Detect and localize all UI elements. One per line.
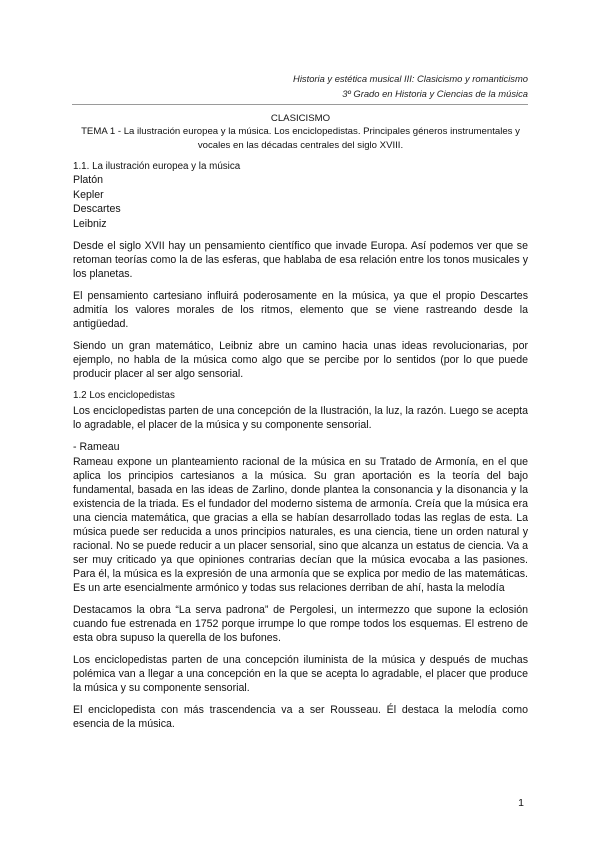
section-heading: 1.1. La ilustración europea y la música	[73, 161, 241, 172]
page-header	[293, 71, 528, 101]
header-divider	[72, 104, 528, 105]
list-item: Descartes	[73, 203, 121, 215]
list-item: Leibniz	[73, 217, 107, 230]
list-item: Platón	[73, 174, 104, 186]
paragraph: Desde el siglo XVII hay un pensamiento científico que invade Europa. Así podemos ver que se retoman teorías como la de las esferas, que hablaba de esa relación entre los tonos musicales y los planetas.	[73, 240, 528, 280]
header-degree: 3º Grado en Historia y Ciencias de la música	[342, 88, 528, 99]
paragraph: El pensamiento cartesiano influirá poderosamente en la música, ya que el propio Descartes admitía los valores morales de los ritmos, elemento que se viene rastreando desde la antigüedad.	[73, 290, 528, 330]
paragraph: El enciclopedista con más trascendencia va a ser Rousseau. Él destaca la melodía como esencia de la música.	[73, 703, 528, 730]
paragraph: Rameau expone un planteamiento racional de la música en su Tratado de Armonía, en el que aplica los principios cartesianos a la música. Su gran aportación es la teoría del bajo fundamental, basada en las ideas de Zarlino, donde plantea la consonancia y la disonancia y la existencia de la triada. Es el fundador del moderno sistema de armonía. Creía que la música era una ciencia matemática, que gracias a ella se habían desarrollado todas las reglas de esta. La música puede ser reducida a unos principios naturales, es una ciencia, tiene un orden natural y racional. No se puede reducir a un placer sensorial, sino que alcanza un estatus de ciencia. Va a ser muy criticado ya que opiniones contrarias decían que la música evocaba a las pasiones. Para él, la música es la expresión de una armonía que se explica por medio de las matemáticas. Es un arte esencialmente armónico y todas sus relaciones derriban de ahí, hasta la melodía	[73, 455, 528, 594]
document-title: CLASICISMO	[270, 113, 331, 124]
header-course-title: Historia y estética musical III: Clasicismo y romanticismo	[293, 73, 528, 84]
page-number: 1	[518, 797, 524, 809]
section-heading: 1.2 Los enciclopedistas	[73, 390, 175, 401]
document-body	[73, 112, 528, 739]
paragraph: Destacamos la obra “La serva padrona” de Pergolesi, un intermezzo que supone la eclosión cuando fue estrenada en 1752 porque irrumpe lo que rompe todos los esquemas. El estreno de esta obra supuso la querella de los bufones.	[73, 603, 528, 644]
document-subtitle: TEMA 1 - La ilustración europea y la música. Los enciclopedistas. Principales géneros instrumentales y vocales en las décadas centrales del siglo XVIII.	[81, 126, 520, 151]
subheading-rameau: - Rameau	[73, 441, 120, 453]
paragraph: Los enciclopedistas parten de una concepción iluminista de la música y después de muchas polémica van a llegar a una concepción en la que se acepta lo agradable, el placer que produce la música y su componente sensorial.	[73, 653, 528, 694]
paragraph: Siendo un gran matemático, Leibniz abre un camino hacia unas ideas revolucionarias, por ejemplo, no habla de la música como algo que se percibe por lo sentidos (por lo que puede producir placer al ser algo sensorial.	[73, 340, 528, 380]
list-item: Kepler	[73, 188, 104, 201]
paragraph: Los enciclopedistas parten de una concepción de la Ilustración, la luz, la razón. Luego se acepta lo agradable, el placer de la música y su componente sensorial.	[73, 405, 528, 431]
